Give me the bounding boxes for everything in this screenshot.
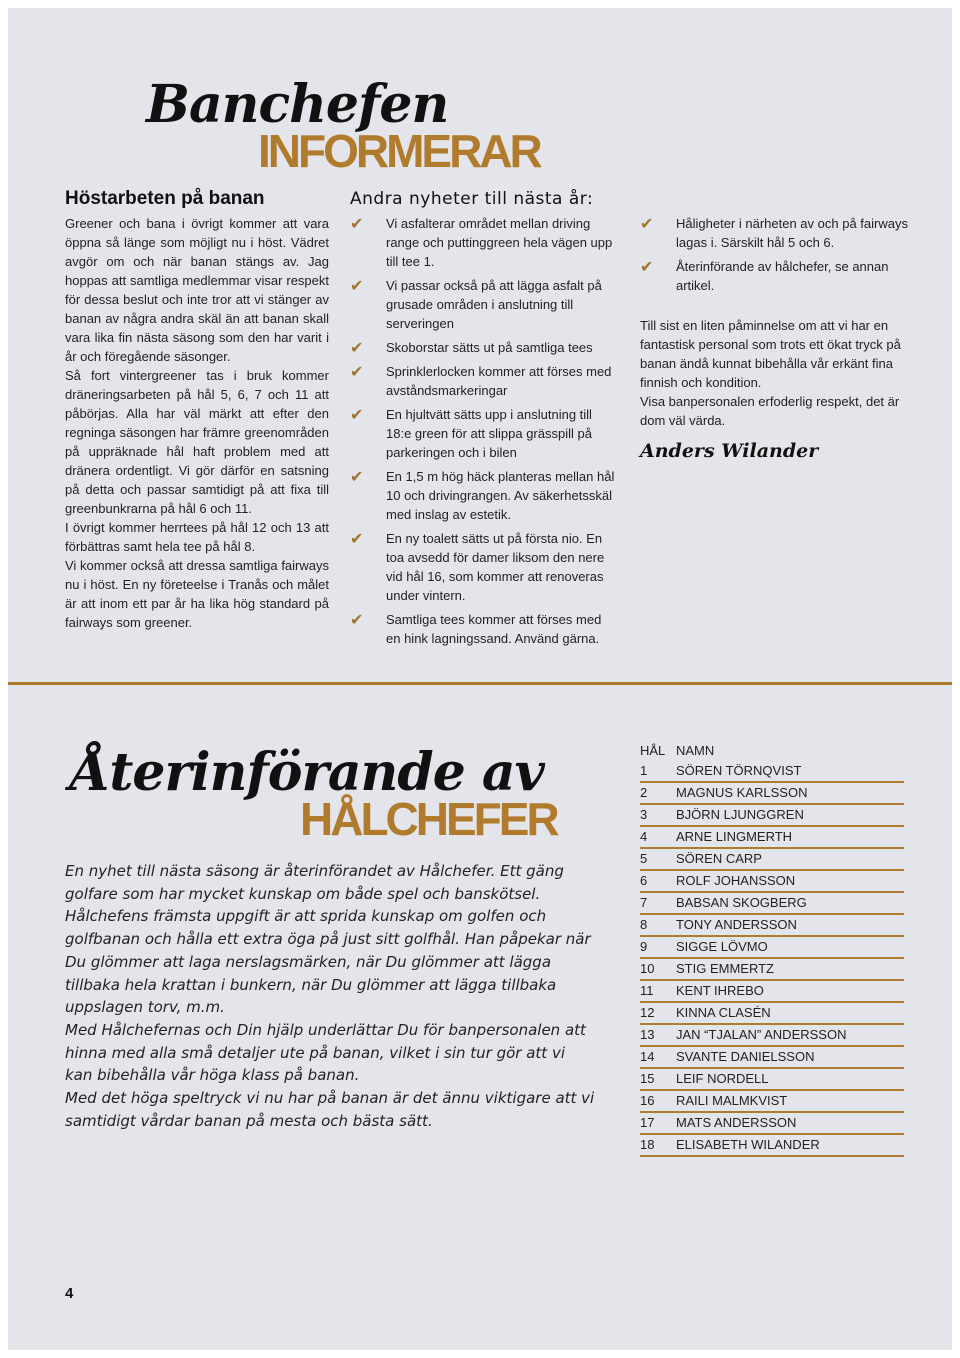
list-item: ✔ En hjultvätt sätts upp i anslutning till 18:e green för att slippa grässpill på parkeringen och i bilen: [350, 405, 592, 460]
hole-captain-name: SÖREN CARP: [676, 851, 762, 866]
col1-body: [65, 214, 329, 632]
col1-paragraph: Vi kommer också att dressa samtliga fairways nu i höst. En ny företeelse i Tranås och målet är att inom ett par år ha lika hög standard på fairways som greener.: [65, 558, 329, 630]
column-header-hole: HÅL: [640, 743, 666, 758]
col2-list: [350, 214, 618, 653]
hole-captain-name: BJÖRN LJUNGGREN: [676, 807, 804, 822]
table-row: [640, 981, 904, 1003]
col1-paragraph: Greener och bana i övrigt kommer att vara öppna så länge som möjligt nu i höst. Vädret avgör om och när banan stängs av. Jag hoppas att samtliga medlemmar visar respekt för dessa beslut och inte tror att vi stänger av banan av några andra skäl än att banan skall vara lika fin nästa säsong som den har varit i år och föregående säsonger.: [65, 216, 329, 364]
table-row: [640, 849, 904, 871]
list-item: ✔ En ny toalett sätts ut på första nio. En toa avsedd för damer liksom den nere vid hål 16, som kommer att renoveras under vintern.: [350, 529, 605, 603]
hole-captain-name: ARNE LINGMERTH: [676, 829, 793, 844]
header-title-caps: INFORMERAR: [258, 125, 540, 177]
section-divider: [8, 682, 952, 685]
hole-number: 15: [640, 1071, 655, 1086]
page-number: 4: [65, 1285, 74, 1302]
hole-captain-name: STIG EMMERTZ: [676, 961, 774, 976]
hole-number: 3: [640, 807, 648, 822]
col1-paragraph: I övrigt kommer herrtees på hål 12 och 13 att förbättras samt hela tee på hål 8.: [65, 520, 329, 554]
hole-number: 2: [640, 785, 648, 800]
table-row: [640, 893, 904, 915]
checkmark-icon: ✔: [350, 362, 364, 381]
hole-number: 13: [640, 1027, 655, 1042]
hole-captain-name: MATS ANDERSSON: [676, 1115, 797, 1130]
hole-captain-name: ELISABETH WILANDER: [676, 1137, 820, 1152]
hole-number: 8: [640, 917, 648, 932]
column-header-name: NAMN: [676, 743, 715, 758]
list-item: ✔ Samtliga tees kommer att förses med en hink lagningssand. Använd gärna.: [350, 610, 602, 646]
col2-heading: Andra nyheter till nästa år:: [350, 189, 594, 209]
hole-captain-name: TONY ANDERSSON: [676, 917, 797, 932]
hole-captain-name: SÖREN TÖRNQVIST: [676, 763, 802, 778]
table-row: [640, 1025, 904, 1047]
checkmark-icon: ✔: [350, 214, 364, 233]
list-item: ✔ Vi asfalterar området mellan driving range och puttinggreen hela vägen upp till tee 1.: [350, 214, 613, 269]
table-row: [640, 827, 904, 849]
signature: Anders Wilander: [640, 440, 819, 462]
hole-number: 11: [640, 983, 654, 998]
list-item: ✔ Sprinklerlocken kommer att förses med avståndsmarkeringar: [350, 362, 612, 398]
hole-number: 16: [640, 1093, 655, 1108]
checkmark-icon: ✔: [350, 610, 364, 629]
hole-captain-name: BABSAN SKOGBERG: [676, 895, 807, 910]
col1-heading: Höstarbeten på banan: [65, 188, 265, 209]
table-row: [640, 959, 904, 981]
section2-paragraph: En nyhet till nästa säsong är återinförandet av Hålchefer. Ett gäng golfare som har mycket kunskap om både spel och banskötsel. Hålchefens främsta uppgift är att sprida kunskap om golfen och golfbanan och hålla ett extra öga på just sitt golfhål. Han påpekar när Du glömmer att laga nerslagsmärken, när Du glömmer att lägga tillbaka hela krattan i bunkern, när Du glömmer att lägga tillbaka uppslagen torv, m.m.: [65, 862, 591, 1017]
hole-captain-name: JAN “TJALAN” ANDERSSON: [676, 1027, 847, 1042]
hole-number: 7: [640, 895, 648, 910]
table-row: [640, 761, 904, 783]
hole-captain-name: KENT IHREBO: [676, 983, 764, 998]
section2-paragraph: Med Hålchefernas och Din hjälp underlättar Du för banpersonalen att hinna med alla små detaljer ute på banan, vilket i sin tur gör att vi kan bibehålla vår höga klass på banan.: [65, 1020, 586, 1085]
list-item: ✔ Vi passar också på att lägga asfalt på grusade områden i anslutning till serveringen: [350, 276, 602, 331]
hole-number: 1: [640, 763, 648, 778]
table-row: [640, 871, 904, 893]
page: [8, 8, 952, 1350]
table-row: [640, 1135, 904, 1157]
hole-number: 18: [640, 1137, 655, 1152]
checkmark-icon: ✔: [350, 338, 364, 357]
list-item: ✔ Skoborstar sätts ut på samtliga tees: [350, 338, 593, 357]
section2-title-caps: HÅLCHEFER: [300, 793, 557, 845]
table-row: [640, 783, 904, 805]
list-item: ✔ Håligheter i närheten av och på fairways lagas i. Särskilt hål 5 och 6.: [640, 214, 908, 250]
checkmark-icon: ✔: [640, 214, 654, 233]
hole-number: 12: [640, 1005, 655, 1020]
hole-number: 17: [640, 1115, 655, 1130]
hole-captain-name: LEIF NORDELL: [676, 1071, 769, 1086]
hole-captain-name: SVANTE DANIELSSON: [676, 1049, 815, 1064]
hole-number: 9: [640, 939, 648, 954]
hole-number: 14: [640, 1049, 655, 1064]
table-row: [640, 1069, 904, 1091]
section2-body: [65, 860, 595, 1132]
checkmark-icon: ✔: [640, 257, 654, 276]
table-header: [640, 741, 904, 761]
section2-title-script: Återinförande av: [70, 742, 544, 803]
list-item: ✔ Återinförande av hålchefer, se annan artikel.: [640, 257, 889, 293]
col1-paragraph: Så fort vintergreener tas i bruk kommer dräneringsarbeten på hål 5, 6, 7 och 11 att påbörjas. Alla har väl märkt att efter den regninga säsongen har främre greenområden på uppräknade hål haft problem med att dränera ordentligt. Vi gör därför en satsning på detta och passar samtidigt på att fixa till greenbunkrarna på hål 6 och 11.: [65, 368, 329, 516]
hole-captain-name: RAILI MALMKVIST: [676, 1093, 788, 1108]
holes-table: [640, 741, 904, 1157]
col3-body: [640, 316, 910, 430]
checkmark-icon: ✔: [350, 467, 364, 486]
hole-number: 4: [640, 829, 648, 844]
table-row: [640, 1091, 904, 1113]
col3-paragraph: Till sist en liten påminnelse om att vi har en fantastisk personal som trots ett ökat tryck på banan ändå kunnat bibehålla vår erkänt fina finnish och kondition.: [640, 318, 901, 390]
section2-paragraph: Med det höga speltryck vi nu har på banan är det ännu viktigare att vi samtidigt vårdar banan på mesta och bästa sätt.: [65, 1089, 595, 1130]
hole-captain-name: SIGGE LÖVMO: [676, 939, 768, 954]
table-row: [640, 1113, 904, 1135]
list-item: ✔ En 1,5 m hög häck planteras mellan hål 10 och drivingrangen. Av säkerhetsskäl med inslag av estetik.: [350, 467, 615, 522]
checkmark-icon: ✔: [350, 276, 364, 295]
checkmark-icon: ✔: [350, 405, 364, 424]
hole-number: 10: [640, 961, 655, 976]
hole-captain-name: ROLF JOHANSSON: [676, 873, 796, 888]
col3-list: [640, 214, 912, 300]
col3-paragraph: Visa banpersonalen erfoderlig respekt, det är dom väl värda.: [640, 394, 900, 428]
hole-number: 5: [640, 851, 648, 866]
table-row: [640, 937, 904, 959]
table-row: [640, 915, 904, 937]
header-title-script: Banchefen: [146, 74, 449, 135]
table-row: [640, 805, 904, 827]
table-rows: [640, 761, 904, 1157]
hole-captain-name: MAGNUS KARLSSON: [676, 785, 808, 800]
hole-captain-name: KINNA CLASÉN: [676, 1005, 771, 1020]
table-row: [640, 1003, 904, 1025]
checkmark-icon: ✔: [350, 529, 364, 548]
table-row: [640, 1047, 904, 1069]
hole-number: 6: [640, 873, 648, 888]
